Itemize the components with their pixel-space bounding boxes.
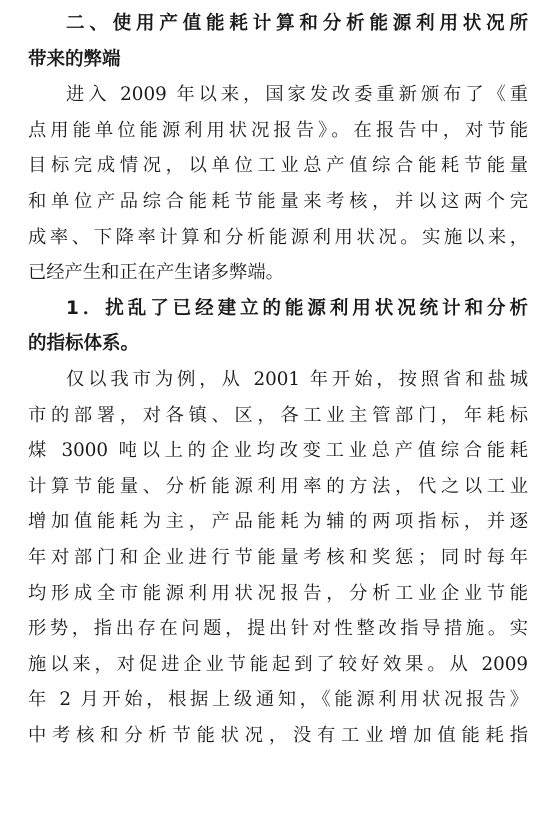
paragraph-2-line-5: 增加值能耗为主，产品能耗为辅的两项指标，并逐 bbox=[28, 511, 528, 533]
paragraph-2-line-7: 均形成全市能源利用状况报告，分析工业企业节能 bbox=[28, 582, 528, 604]
paragraph-1-line-6: 已经产生和正在产生诸多弊端。 bbox=[28, 262, 284, 284]
paragraph-1-line-2: 点用能单位能源利用状况报告》。在报告中，对节能 bbox=[28, 119, 528, 141]
paragraph-1-line-1: 进入 2009 年以来，国家发改委重新颁布了《重 bbox=[66, 84, 528, 106]
paragraph-2-line-3: 煤 3000 吨以上的企业均改变工业总产值综合能耗 bbox=[28, 440, 528, 462]
paragraph-2-line-4: 计算节能量、分析能源利用率的方法，代之以工业 bbox=[28, 475, 528, 497]
section-heading-line-2: 带来的弊端 bbox=[28, 48, 121, 70]
paragraph-2-line-2: 市的部署，对各镇、区，各工业主管部门，年耗标 bbox=[28, 404, 528, 426]
paragraph-2-line-9: 施以来，对促进企业节能起到了较好效果。从 2009 bbox=[28, 653, 528, 675]
paragraph-1-line-3: 目标完成情况，以单位工业总产值综合能耗节能量 bbox=[28, 155, 528, 177]
subheading-1-line-2: 的指标体系。 bbox=[28, 333, 140, 355]
paragraph-1-line-5: 成率、下降率计算和分析能源利用状况。实施以来， bbox=[28, 226, 528, 248]
paragraph-2-line-8: 形势，指出存在问题，提出针对性整改指导措施。实 bbox=[28, 618, 528, 640]
paragraph-2-line-6: 年对部门和企业进行节能量考核和奖惩；同时每年 bbox=[28, 546, 528, 568]
paragraph-2-line-1: 仅以我市为例，从 2001 年开始，按照省和盐城 bbox=[66, 368, 528, 390]
paragraph-1-line-4: 和单位产品综合能耗节能量来考核，并以这两个完 bbox=[28, 190, 528, 212]
subheading-1-line-1: 1．扰乱了已经建立的能源利用状况统计和分析 bbox=[66, 297, 528, 319]
paragraph-2-line-10: 年 2 月开始，根据上级通知，《能源利用状况报告》 bbox=[28, 689, 528, 711]
paragraph-2-line-11: 中考核和分析节能状况，没有工业增加值能耗指 bbox=[28, 724, 528, 746]
document-page bbox=[28, 6, 528, 753]
section-heading-line-1: 二、使用产值能耗计算和分析能源利用状况所 bbox=[66, 13, 528, 34]
